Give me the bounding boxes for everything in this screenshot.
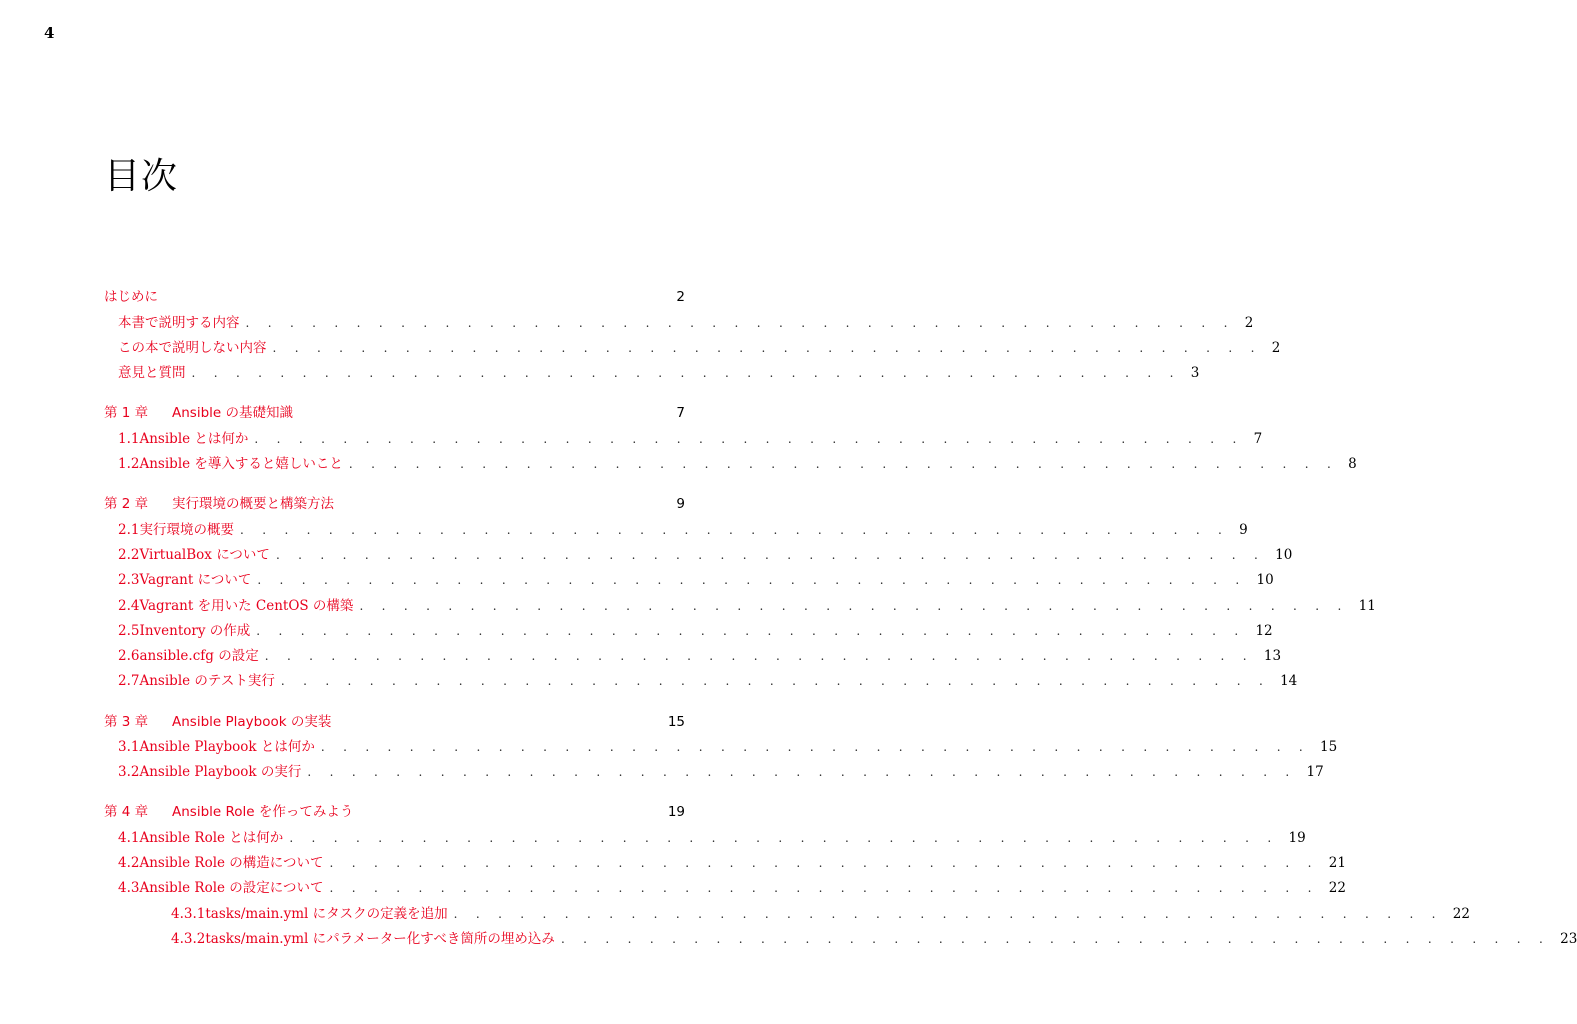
toc-section[interactable] [118,518,1248,538]
toc-entry-label[interactable]: Ansible Playbook の実行 [139,764,302,780]
toc-section[interactable] [118,594,1376,614]
toc-section[interactable] [118,669,1298,689]
section-number: 2.4 [118,598,140,614]
leader-dots: . . . . . . . . . . . . . . . . . . . . . . . . . . . . . . . . . . . . . . . . . . . . . [348,457,1339,471]
toc-entry-label[interactable]: Inventory の作成 [139,623,251,639]
toc-entry-label[interactable]: Ansible Role を作ってみよう [172,804,354,820]
leader-dots: . . . . . . . . . . . . . . . . . . . . . . . . . . . . . . . . . . . . . . . . . . . . . [329,881,1319,895]
toc-entry-label[interactable]: Ansible Playbook の実装 [172,714,332,730]
toc-entry-page: 21 [1328,855,1346,871]
toc-entry-page: 23 [1560,931,1577,947]
toc-entry-label[interactable]: Ansible とは何か [139,431,249,447]
section-number: 2.6 [118,648,140,664]
toc-entry-label[interactable]: VirtualBox について [139,547,270,563]
toc-section[interactable] [118,826,1306,846]
toc-entry-page: 14 [1280,673,1298,689]
toc-entry-page: 19 [1288,830,1306,846]
leader-dots: . . . . . . . . . . . . . . . . . . . . . . . . . . . . . . . . . . . . . . . . . . . . . [560,932,1551,946]
toc-section[interactable] [118,427,1263,447]
toc-entry-label[interactable]: Ansible のテスト実行 [139,673,275,689]
toc-entry-page: 7 [676,405,685,421]
toc-entry-label[interactable]: Vagrant について [139,572,252,588]
toc-entry-label[interactable]: 実行環境の概要と構築方法 [172,496,334,512]
toc-chapter[interactable] [104,800,685,820]
toc-subsection[interactable] [171,927,1577,947]
toc-section[interactable] [118,543,1293,563]
section-number: 1.2 [118,456,140,472]
leader-dots: . . . . . . . . . . . . . . . . . . . . . . . . . . . . . . . . . . . . . . . . . . . . . [359,599,1349,613]
toc-entry-label[interactable]: Ansible を導入すると嬉しいこと [139,456,343,472]
toc-entry-page: 2 [676,289,685,305]
leader-dots: . . . . . . . . . . . . . . . . . . . . . . . . . . . . . . . . . . . . . . . . . . . . . [245,316,1235,330]
toc-entry-page: 15 [667,714,685,730]
leader-dots: . . . . . . . . . . . . . . . . . . . . . . . . . . . . . . . . . . . . . . . . . . . . . [320,740,1311,754]
toc-entry-page: 22 [1452,906,1470,922]
toc-entry-label[interactable]: 意見と質問 [118,365,186,381]
toc-entry[interactable] [118,361,1200,381]
toc-entry-label[interactable]: Ansible の基礎知識 [172,405,293,421]
toc-entry-page: 2 [1271,340,1281,356]
leader-dots: . . . . . . . . . . . . . . . . . . . . . . . . . . . . . . . . . . . . . . . . . . . . . [254,432,1244,446]
leader-dots: . . . . . . . . . . . . . . . . . . . . . . . . . . . . . . . . . . . . . . . . . . . . . [256,624,1246,638]
leader-dots: . . . . . . . . . . . . . . . . . . . . . . . . . . . . . . . . . . . . . . . . . . . . . [239,523,1230,537]
page-title: 目次 [104,156,179,197]
toc-entry-label[interactable]: Ansible Role の構造について [139,855,324,871]
subsection-number: 4.3.2 [171,931,206,947]
section-number: 2.1 [118,522,140,538]
toc-entry-label[interactable]: tasks/main.yml にパラメーター化すべき箇所の埋め込み [205,931,555,947]
toc-entry-page: 13 [1263,648,1282,664]
section-number: 2.3 [118,572,140,588]
toc-entry-intro[interactable] [104,285,685,305]
toc-entry-label[interactable]: この本で説明しない内容 [118,340,267,356]
toc-entry-label[interactable]: Ansible Role とは何か [139,830,284,846]
toc-entry-label[interactable]: ansible.cfg の設定 [139,648,259,664]
toc-entry-label[interactable]: tasks/main.yml にタスクの定義を追加 [205,906,448,922]
toc-entry-page: 11 [1358,598,1376,614]
toc-entry-label[interactable]: Ansible Playbook とは何か [139,739,315,755]
toc-section[interactable] [118,644,1282,664]
section-number: 2.5 [118,623,140,639]
toc-entry-page: 12 [1255,623,1273,639]
chapter-number: 第 2 章 [104,496,149,512]
toc-section[interactable] [118,735,1338,755]
toc-entry-page: 2 [1244,315,1254,331]
toc-chapter[interactable] [104,710,685,730]
chapter-number: 第 3 章 [104,714,149,730]
leader-dots: . . . . . . . . . . . . . . . . . . . . . . . . . . . . . . . . . . . . . . . . . . . . . [272,341,1262,355]
toc-entry-page: 10 [1275,547,1293,563]
leader-dots: . . . . . . . . . . . . . . . . . . . . . . . . . . . . . . . . . . . . . . . . . . . . . [275,548,1266,562]
toc-entry[interactable] [118,311,1254,331]
leader-dots: . . . . . . . . . . . . . . . . . . . . . . . . . . . . . . . . . . . . . . . . . . . . . [264,649,1254,663]
section-number: 4.2 [118,855,140,871]
toc-entry-page: 8 [1348,456,1357,472]
toc-entry-label[interactable]: はじめに [104,289,158,305]
toc-section[interactable] [118,876,1346,896]
chapter-number: 第 4 章 [104,804,149,820]
toc-chapter[interactable] [104,401,685,421]
section-number: 4.1 [118,830,140,846]
section-number: 1.1 [118,431,140,447]
toc-section[interactable] [118,568,1274,588]
leader-dots: . . . . . . . . . . . . . . . . . . . . . . . . . . . . . . . . . . . . . . . . . . . . . [453,907,1443,921]
toc-entry-label[interactable]: 本書で説明する内容 [118,315,240,331]
page-number: 4 [44,24,55,42]
toc-chapter[interactable] [104,492,685,512]
section-number: 3.2 [118,764,140,780]
section-number: 4.3 [118,880,140,896]
toc-section[interactable] [118,760,1324,780]
chapter-number: 第 1 章 [104,405,149,421]
subsection-number: 4.3.1 [171,906,206,922]
section-number: 2.7 [118,673,140,689]
toc-section[interactable] [118,851,1346,871]
toc-entry-page: 7 [1253,431,1263,447]
section-number: 3.1 [118,739,140,755]
toc-entry[interactable] [118,336,1281,356]
toc-entry-page: 15 [1320,739,1338,755]
toc-entry-page: 3 [1190,365,1200,381]
toc-entry-page: 9 [1239,522,1248,538]
toc-section[interactable] [118,452,1357,472]
leader-dots: . . . . . . . . . . . . . . . . . . . . . . . . . . . . . . . . . . . . . . . . . . . . . [289,831,1279,845]
leader-dots: . . . . . . . . . . . . . . . . . . . . . . . . . . . . . . . . . . . . . . . . . . . . . [280,674,1271,688]
toc-entry-page: 9 [676,496,685,512]
toc-entry-label[interactable]: 実行環境の概要 [139,522,234,538]
toc-entry-page: 22 [1328,880,1346,896]
leader-dots: . . . . . . . . . . . . . . . . . . . . . . . . . . . . . . . . . . . . . . . . . . . . . [191,366,1181,380]
leader-dots: . . . . . . . . . . . . . . . . . . . . . . . . . . . . . . . . . . . . . . . . . . . . . [257,573,1247,587]
toc-entry-page: 17 [1306,764,1324,780]
toc-entry-label[interactable]: Vagrant を用いた CentOS の構築 [139,598,354,614]
leader-dots: . . . . . . . . . . . . . . . . . . . . . . . . . . . . . . . . . . . . . . . . . . . . . [329,856,1319,870]
section-number: 2.2 [118,547,140,563]
toc-entry-page: 19 [667,804,685,820]
toc-entry-label[interactable]: Ansible Role の設定について [139,880,324,896]
toc-section[interactable] [118,619,1273,639]
toc-subsection[interactable] [171,902,1470,922]
toc-entry-page: 10 [1256,572,1274,588]
leader-dots: . . . . . . . . . . . . . . . . . . . . . . . . . . . . . . . . . . . . . . . . . . . . . [307,765,1297,779]
